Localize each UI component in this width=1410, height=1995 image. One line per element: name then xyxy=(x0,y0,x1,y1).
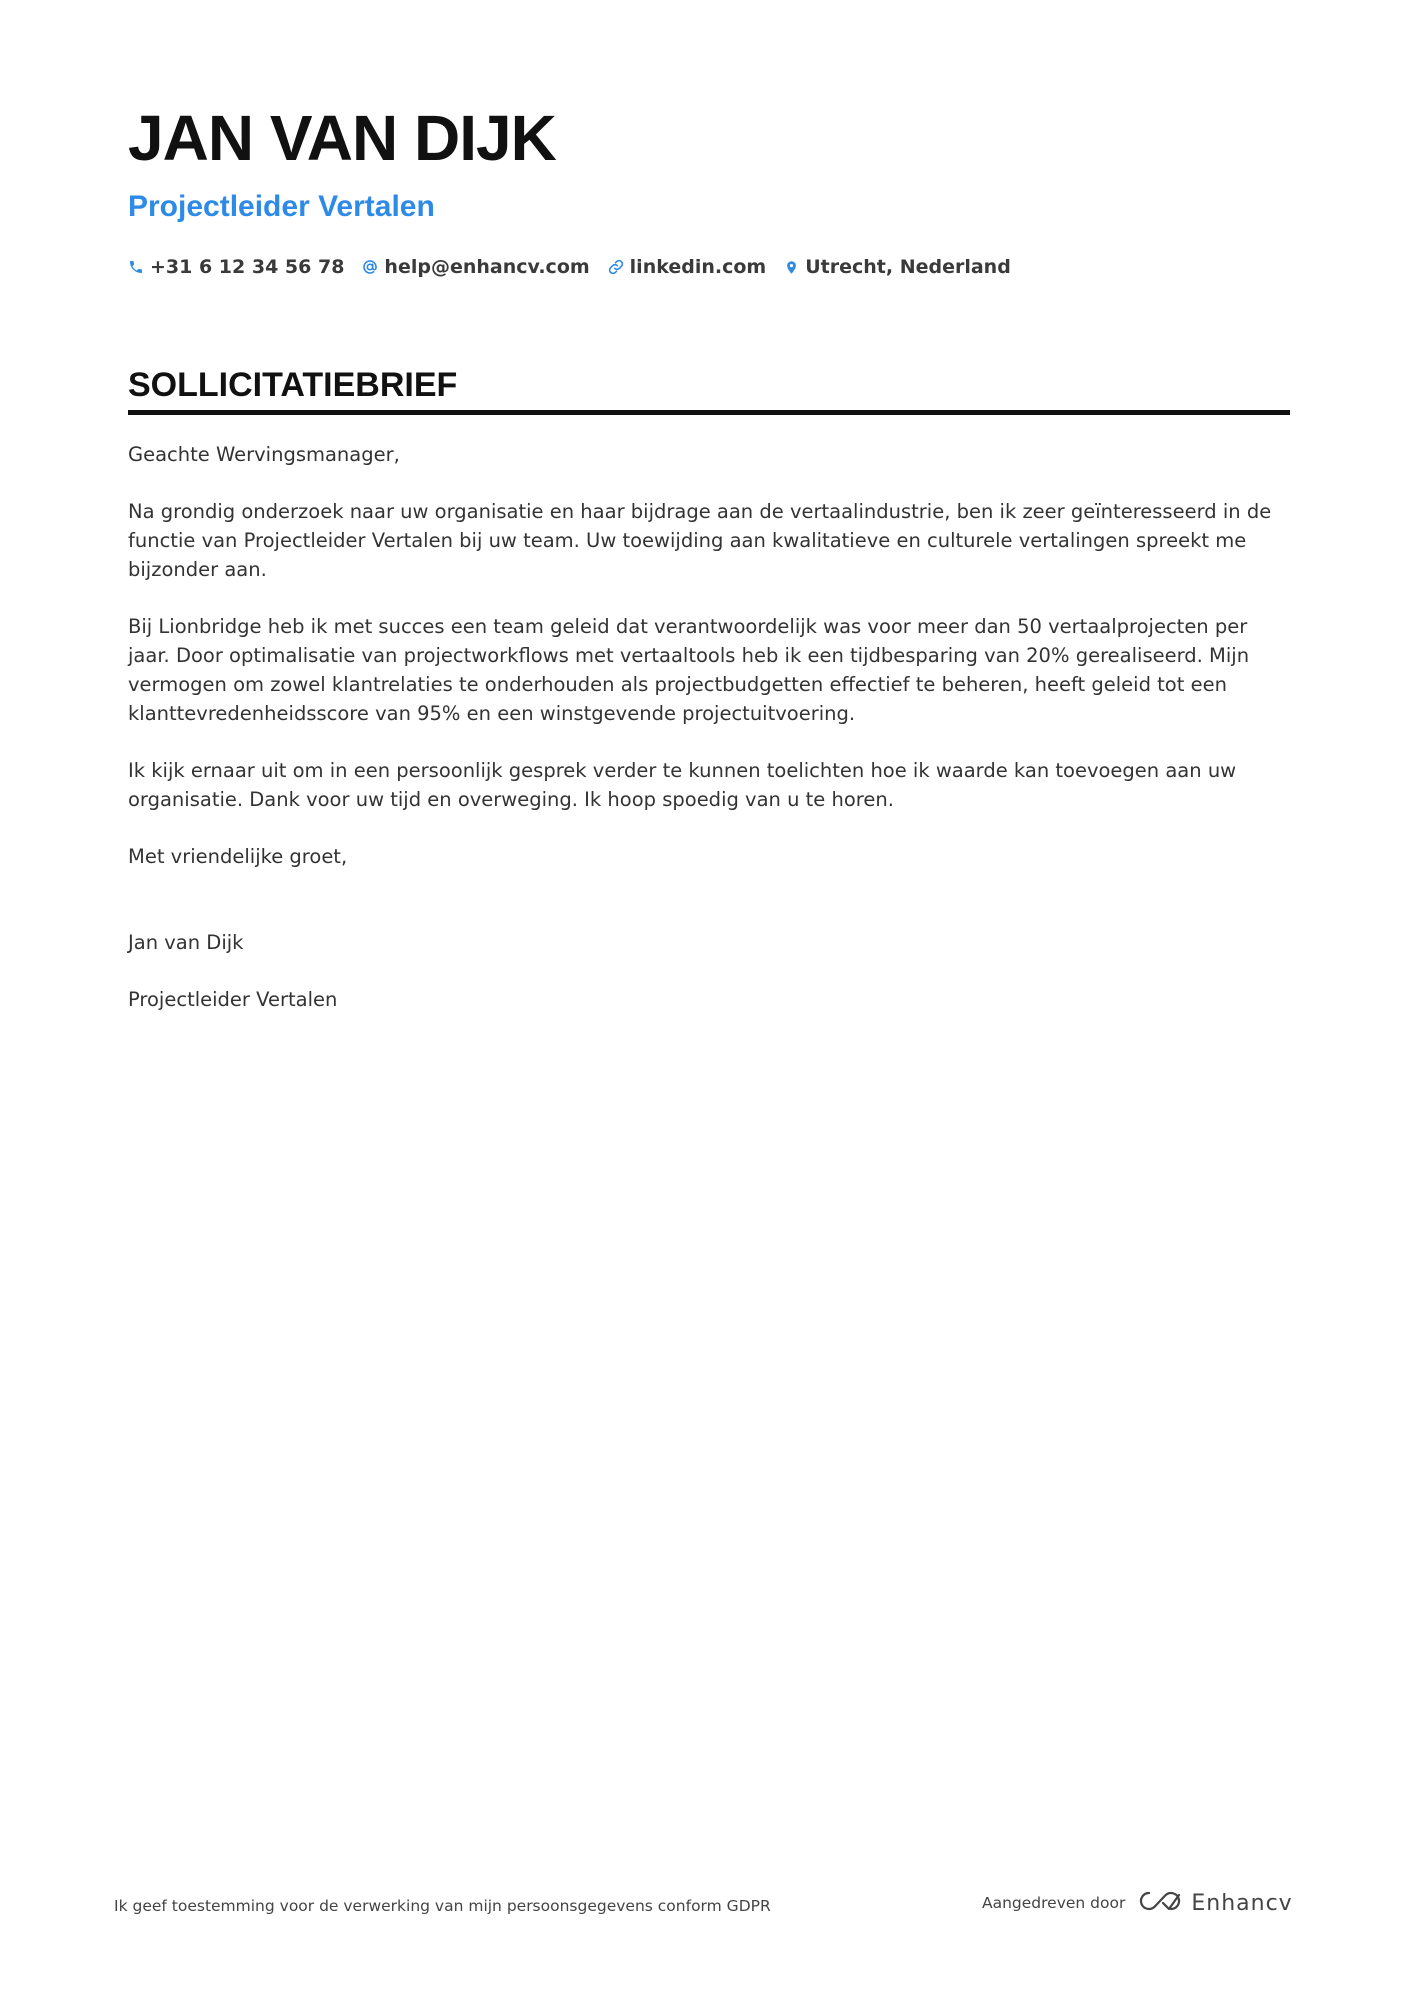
contact-bar xyxy=(128,256,1011,278)
candidate-job-title: Projectleider Vertalen xyxy=(128,190,435,223)
letter-body xyxy=(128,440,1290,1042)
section-title: SOLLICITATIEBRIEF xyxy=(128,366,458,404)
phone-icon xyxy=(128,259,144,275)
gdpr-consent-text: Ik geef toestemming voor de verwerking van mijn persoonsgegevens conform GDPR xyxy=(114,1897,771,1915)
website-text: linkedin.com xyxy=(629,256,767,278)
location-text: Utrecht, Nederland xyxy=(805,256,1011,278)
letter-paragraph: Ik kijk ernaar uit om in een persoonlijk gesprek verder te kunnen toelichten hoe ik waarde kan toevoegen aan uw organisatie. Dank voor uw tijd en overweging. Ik hoop spoedig van u te horen. xyxy=(128,759,1237,811)
signature-name: Jan van Dijk xyxy=(128,931,244,954)
letter-paragraph: Na grondig onderzoek naar uw organisatie en haar bijdrage aan de vertaalindustrie, ben ik zeer geïnteresseerd in de functie van Projectleider Vertalen bij uw team. Uw toewijding aan kwalitatieve en culturele vertalingen spreekt me bijzonder aan. xyxy=(128,500,1272,581)
map-pin-icon xyxy=(784,259,799,276)
letter-salutation: Geachte Wervingsmanager, xyxy=(128,443,400,466)
contact-location xyxy=(784,256,1011,278)
email-text: help@enhancv.com xyxy=(384,256,590,278)
brand-logo[interactable] xyxy=(1137,1889,1292,1917)
at-sign-icon xyxy=(362,259,378,275)
powered-by-label: Aangedreven door xyxy=(982,1894,1126,1912)
brand-name: Enhancv xyxy=(1191,1890,1293,1916)
contact-phone[interactable] xyxy=(128,256,344,278)
link-icon xyxy=(608,259,624,275)
contact-website[interactable] xyxy=(608,256,767,278)
enhancv-logo-icon xyxy=(1137,1889,1183,1917)
letter-paragraph: Bij Lionbridge heb ik met succes een team geleid dat verantwoordelijk was voor meer dan 50 vertaalprojecten per jaar. Door optimalisatie van projectworkflows met vertaaltools heb ik een tijdbesparing van 20% gerealiseerd. Mijn vermogen om zowel klantrelaties te onderhouden als projectbudgetten effectief te beheren, heeft geleid tot een klanttevredenheidsscore van 95% en een winstgevende projectuitvoering. xyxy=(128,615,1250,725)
signature-title: Projectleider Vertalen xyxy=(128,988,338,1011)
phone-text: +31 6 12 34 56 78 xyxy=(150,256,345,278)
powered-by[interactable] xyxy=(982,1889,1293,1917)
contact-email[interactable] xyxy=(362,256,589,278)
letter-closing: Met vriendelijke groet, xyxy=(128,845,348,868)
section-divider xyxy=(128,410,1290,415)
candidate-name: JAN VAN DIJK xyxy=(128,102,556,174)
